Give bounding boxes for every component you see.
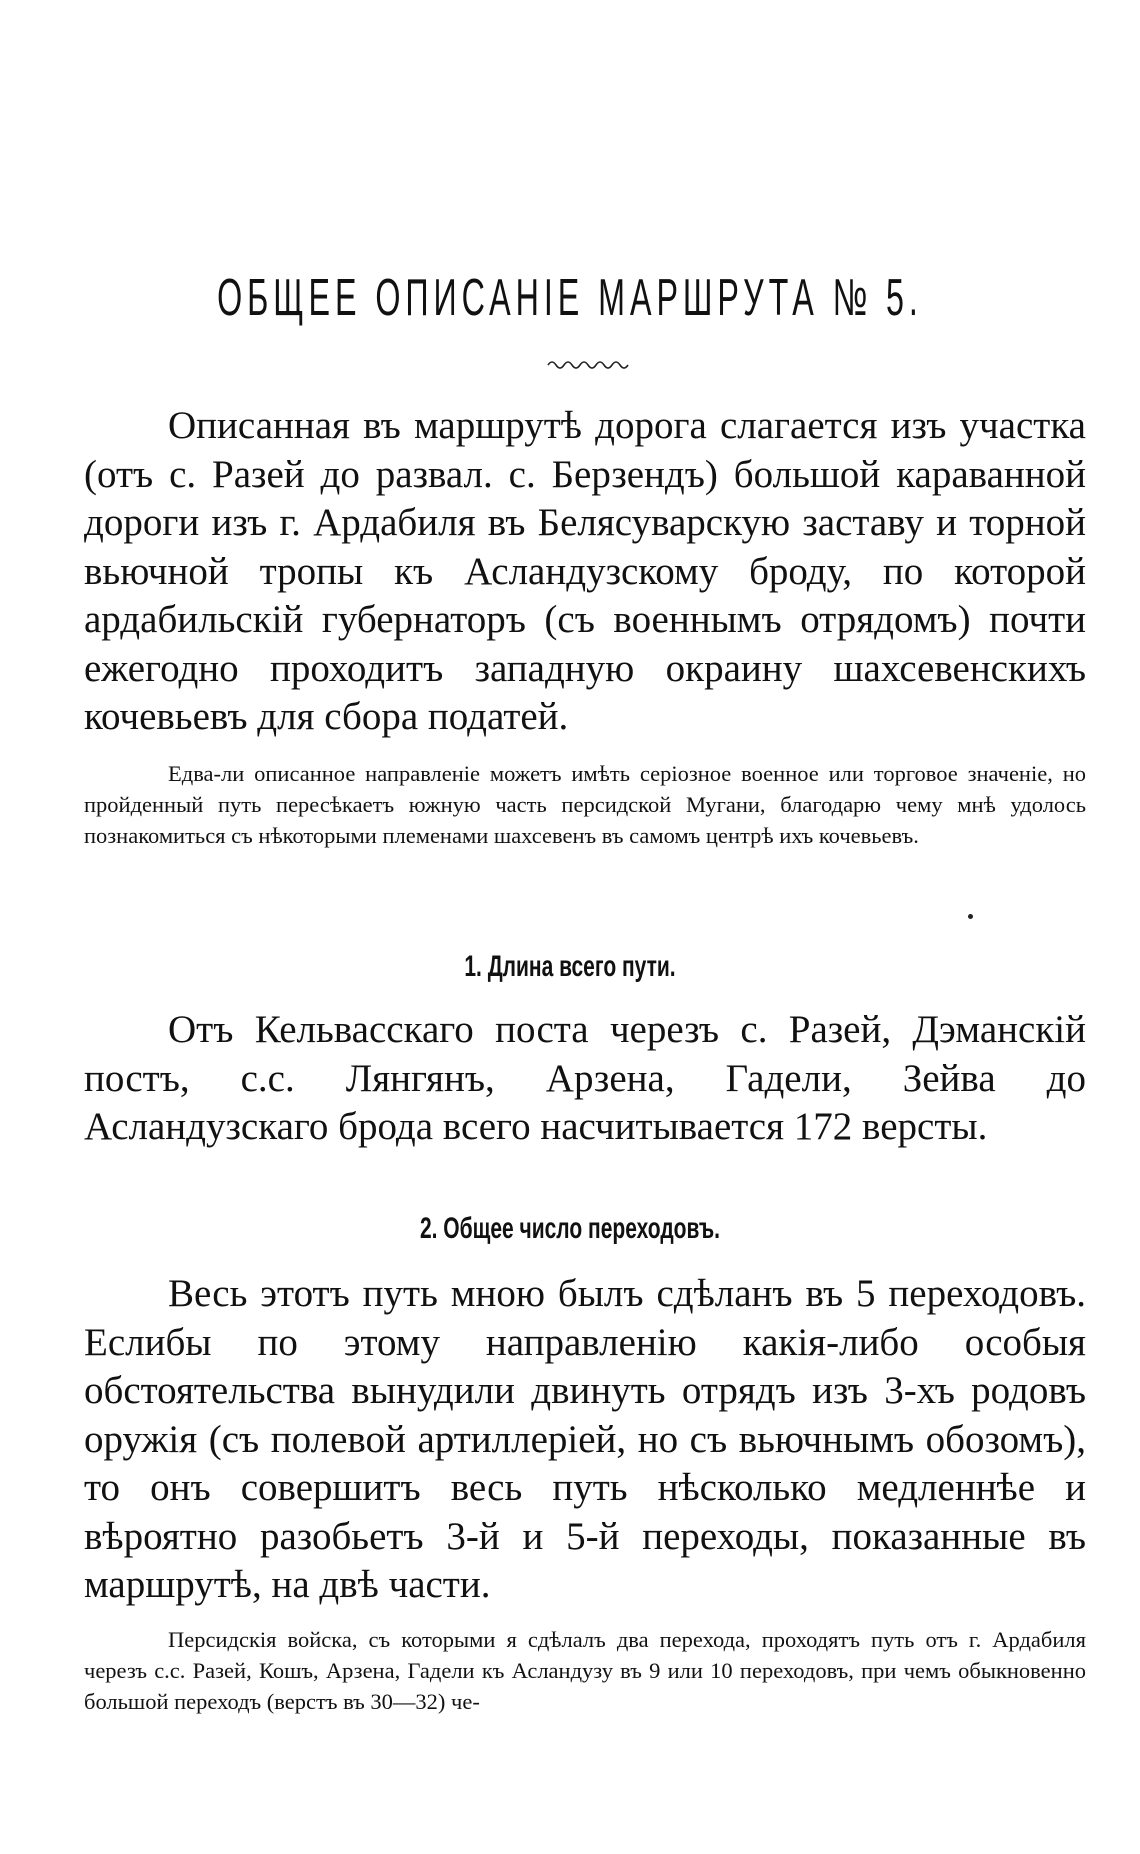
section-heading-marches: 2. Общее число переходовъ.	[419, 1212, 721, 1245]
section-heading-length: 1. Длина всего пути.	[464, 950, 676, 983]
paragraph-route-length: Отъ Кельвасскаго поста черезъ с. Разей, Дэманскій постъ, с.с. Лянгянъ, Арзена, Гадели, Зейва до Асландузскаго брода всего насчитывается 172 версты.	[84, 1008, 1086, 1148]
page-title: ОБЩЕЕ ОПИСАНІЕ МАРШРУТА № 5.	[217, 269, 923, 327]
footnote-persian-troops: Персидскія войска, съ которыми я сдѣлалъ два перехода, проходятъ путь отъ г. Ардабиля черезъ с.с. Разей, Кошъ, Арзена, Гадели къ Асландузу въ 9 или 10 переходовъ, при чемъ обыкновенно большой переходъ (верстъ въ 30—32) че-	[84, 1627, 1086, 1714]
paragraph-marches: Весь этотъ путь мною былъ сдѣланъ въ 5 переходовъ. Еслибы по этому направленію какія-либо особыя обстоятельства вынудили двинуть отрядъ изъ 3-хъ родовъ оружія (съ полевой артиллеріей, но съ вьючнымъ обозомъ), то онъ совершитъ весь путь нѣсколько медленнѣе и вѣроятно разобьетъ 3-й и 5-й переходы, показанные въ маршрутѣ, на двѣ части.	[84, 1272, 1086, 1606]
paragraph-route-description: Описанная въ маршрутѣ дорога слагается изъ участка (отъ с. Разей до развал. с. Берзендъ) большой караванной дороги изъ г. Ардабиля въ Белясуварскую заставу и торной вьючной тропы къ Асландузскому броду, по которой ардабильскій губернаторъ (съ военнымъ отрядомъ) почти ежегодно проходитъ западную окраину шахсевенскихъ кочевьевъ для сбора податей.	[84, 404, 1086, 738]
print-speck	[968, 914, 973, 919]
wavy-ornament-divider	[546, 356, 636, 370]
footnote-route-significance: Едва-ли описанное направленіе можетъ имѣть серіозное военное или торговое значеніе, но пройденный путь пересѣкаетъ южную часть персидской Мугани, благодарю чему мнѣ удолось познакомиться съ нѣкоторыми племенами шахсевенъ въ самомъ центрѣ ихъ кочевьевъ.	[84, 761, 1086, 848]
